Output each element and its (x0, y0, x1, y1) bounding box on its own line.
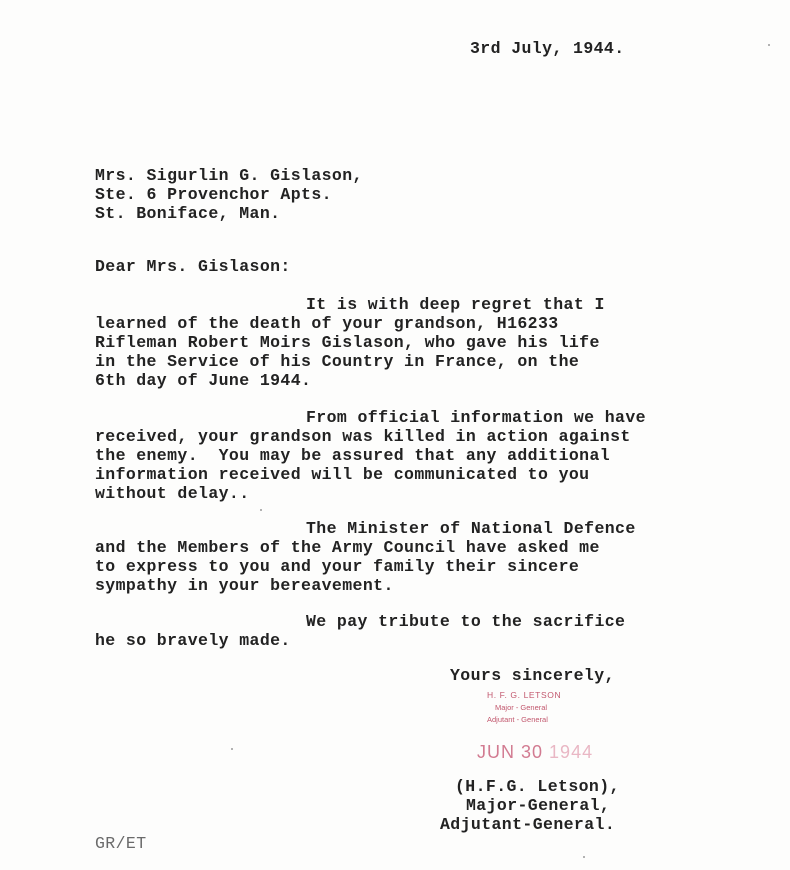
paragraph-4-line: he so bravely made. (95, 631, 291, 650)
closing: Yours sincerely, (450, 666, 615, 685)
received-stamp-year: 1944 (549, 742, 594, 762)
paragraph-2-line: received, your grandson was killed in action against (95, 427, 631, 446)
paragraph-2-line: the enemy. You may be assured that any additional (95, 446, 611, 465)
paragraph-1-line: Rifleman Robert Moirs Gislason, who gave his life (95, 333, 600, 352)
paragraph-2-line: information received will be communicated to you (95, 465, 590, 484)
paragraph-2-line: From official information we have (306, 408, 646, 427)
paragraph-3-line: sympathy in your bereavement. (95, 576, 394, 595)
paragraph-1-line: in the Service of his Country in France, on the (95, 352, 580, 371)
recipient-address-line-2: St. Boniface, Man. (95, 204, 281, 223)
signatory-rank: Major-General, (466, 796, 611, 815)
paragraph-4-line: We pay tribute to the sacrifice (306, 612, 626, 631)
letter-date: 3rd July, 1944. (470, 39, 625, 58)
paragraph-3-line: The Minister of National Defence (306, 519, 636, 538)
signature-stamp-position: Adjutant - General (487, 715, 548, 724)
reference-initials: GR/ET (95, 834, 147, 853)
salutation: Dear Mrs. Gislason: (95, 257, 291, 276)
paper-speck (583, 856, 585, 858)
paragraph-1-line: learned of the death of your grandson, H16233 (95, 314, 559, 333)
signatory-name: (H.F.G. Letson), (455, 777, 620, 796)
signature-stamp-name: H. F. G. LETSON (487, 690, 562, 700)
paper-speck (768, 44, 770, 46)
paragraph-3-line: to express to you and your family their sincere (95, 557, 580, 576)
recipient-address-line-1: Ste. 6 Provenchor Apts. (95, 185, 332, 204)
paragraph-3-line: and the Members of the Army Council have asked me (95, 538, 600, 557)
paper-speck (260, 509, 262, 511)
recipient-name: Mrs. Sigurlin G. Gislason, (95, 166, 363, 185)
received-date-stamp (477, 742, 593, 763)
paragraph-1-line: It is with deep regret that I (306, 295, 605, 314)
signature-stamp-rank: Major - General (495, 703, 548, 712)
paragraph-2-line: without delay.. (95, 484, 250, 503)
signatory-position: Adjutant-General. (440, 815, 616, 834)
received-stamp-date: JUN 30 (477, 742, 544, 762)
paragraph-1-line: 6th day of June 1944. (95, 371, 312, 390)
paper-speck (231, 748, 233, 750)
